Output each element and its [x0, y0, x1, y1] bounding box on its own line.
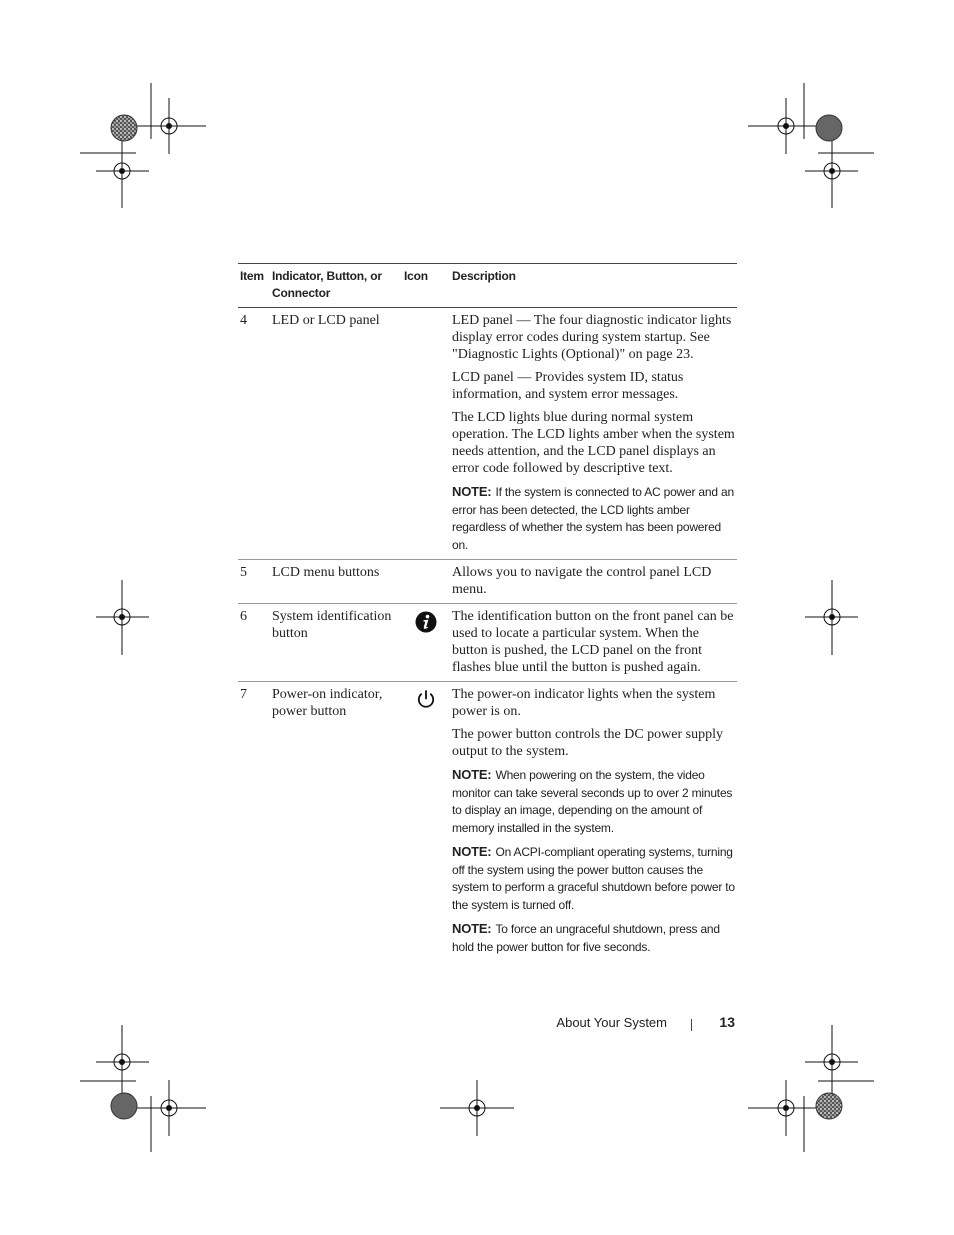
info-icon [415, 622, 437, 637]
table-row [238, 604, 737, 682]
note-label: NOTE: [452, 844, 492, 859]
row-icon-cell [402, 682, 450, 962]
header-item: Item [240, 269, 264, 283]
row-icon-cell [402, 604, 450, 682]
row-item-number: 5 [240, 565, 247, 580]
header-icon: Icon [404, 269, 428, 283]
footer-separator [691, 1019, 692, 1031]
row-item-number: 6 [240, 609, 247, 624]
note [452, 766, 735, 837]
description-paragraph: Allows you to navigate the control panel LCD menu. [452, 565, 712, 597]
row-indicator-label: LED or LCD panel [272, 313, 380, 328]
row-indicator-label: System identification button [272, 609, 392, 641]
table-row [238, 560, 737, 604]
footer-section-title: About Your System [556, 1015, 667, 1030]
power-icon [416, 698, 436, 713]
page-number: 13 [719, 1014, 735, 1030]
row-description [450, 682, 737, 962]
note-label: NOTE: [452, 484, 492, 499]
note [452, 920, 735, 956]
row-icon-cell [402, 560, 450, 604]
description-paragraph: LCD panel — Provides system ID, status information, and system error messages. [452, 370, 684, 402]
row-item-number: 7 [240, 687, 247, 702]
note-label: NOTE: [452, 921, 492, 936]
description-paragraph: The identification button on the front panel can be used to locate a particular system. When the button is pushed, the LCD panel on the front flashes blue until the button is pushed again. [452, 609, 734, 675]
row-icon-cell [402, 308, 450, 560]
header-indicator: Indicator, Button, or Connector [272, 269, 382, 300]
table-row [238, 682, 737, 962]
description-paragraph: LED panel — The four diagnostic indicator lights display error codes during system startup. See "Diagnostic Lights (Optional)" on page 23. [452, 313, 732, 362]
table-row [238, 308, 737, 560]
note-text: If the system is connected to AC power and an error has been detected, the LCD lights amber regardless of whether the system has been powered on. [452, 485, 734, 552]
table-header-row [238, 264, 737, 308]
note-text: On ACPI-compliant operating systems, turning off the system using the power button causes the system to perform a graceful shutdown before power to the system is turned off. [452, 845, 735, 912]
header-description: Description [452, 269, 516, 283]
row-item-number: 4 [240, 313, 247, 328]
row-description [450, 604, 737, 682]
note-text: When powering on the system, the video monitor can take several seconds up to over 2 minutes to display an image, depending on the amount of memory installed in the system. [452, 768, 733, 835]
row-description [450, 560, 737, 604]
indicator-table [238, 263, 737, 961]
description-paragraph: The LCD lights blue during normal system operation. The LCD lights amber when the system needs attention, and the LCD panel displays an error code followed by descriptive text. [452, 410, 735, 476]
row-indicator-label: LCD menu buttons [272, 565, 380, 580]
description-paragraph: The power-on indicator lights when the system power is on. [452, 687, 716, 719]
row-description [450, 308, 737, 560]
note [452, 843, 735, 914]
note-label: NOTE: [452, 767, 492, 782]
description-paragraph: The power button controls the DC power supply output to the system. [452, 727, 724, 759]
note-text: To force an ungraceful shutdown, press and hold the power button for five seconds. [452, 922, 720, 954]
note [452, 483, 735, 554]
row-indicator-label: Power-on indicator, power button [272, 687, 383, 719]
